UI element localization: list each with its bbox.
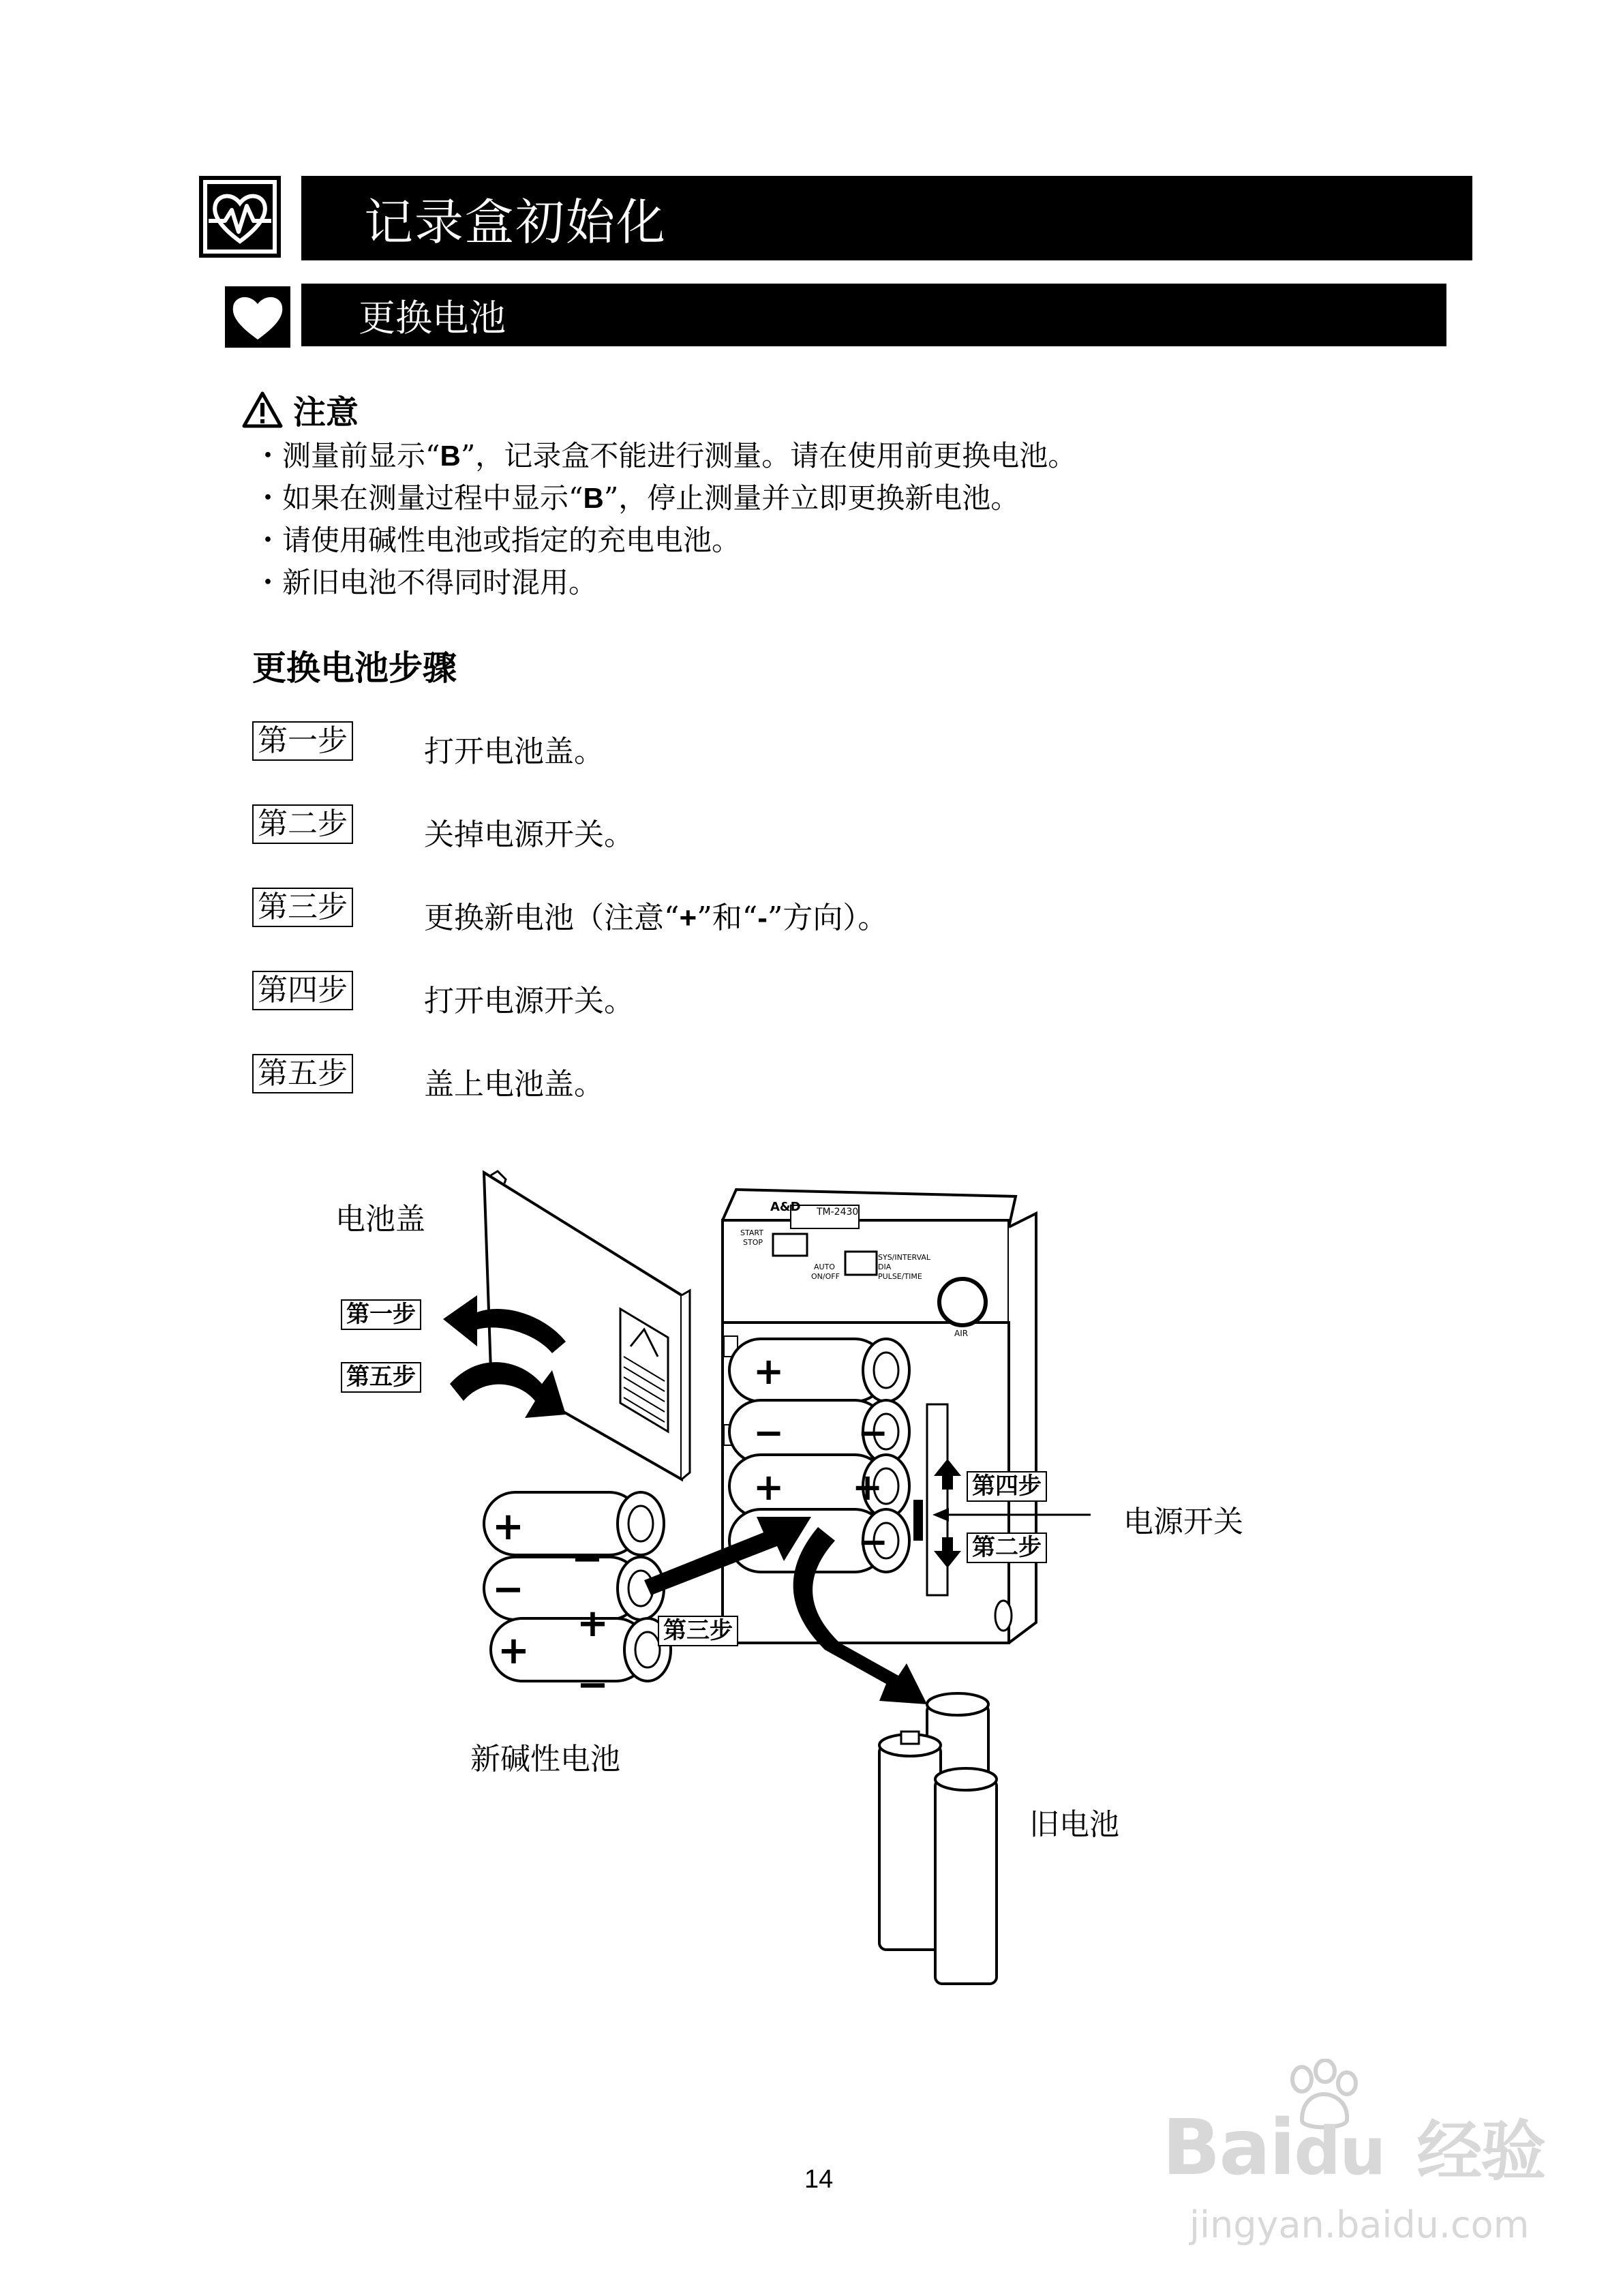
caution-bold: B [440, 440, 461, 472]
watermark-brand [1162, 2100, 1545, 2193]
caution-text: ・请使用碱性电池或指定的充电电池。 [254, 524, 741, 557]
svg-text:+: + [852, 1466, 883, 1509]
figure-step1-label: 第一步 [341, 1299, 421, 1330]
svg-text:+: + [498, 1629, 530, 1673]
device-start-stop: START [740, 1228, 763, 1237]
step-text-4: 打开电源开关。 [424, 984, 634, 1018]
step-text-2: 关掉电源开关。 [424, 817, 634, 852]
caution-title: 注意 [293, 393, 359, 432]
plus-sign: + [679, 901, 697, 935]
figure-step3-label: 第三步 [658, 1616, 738, 1646]
caution-text: ・测量前显示“ [254, 439, 440, 472]
device-onoff: ON/OFF [811, 1272, 840, 1281]
svg-text:+: + [753, 1350, 785, 1393]
step-text-1: 打开电池盖。 [424, 734, 604, 769]
step-label-3: 第三步 [252, 888, 353, 927]
device-model: TM-2430 [817, 1207, 859, 1218]
device-brand: A&D [770, 1200, 801, 1214]
step-text-part: 更换新电池（注意“ [424, 901, 680, 935]
step-text-part: ”方向）。 [767, 901, 888, 935]
caution-text: ”，停止测量并立即更换新电池。 [603, 481, 1020, 515]
power-switch-label: 电源开关 [1123, 1505, 1243, 1539]
step-label-5: 第五步 [252, 1054, 353, 1093]
watermark-du: du [1294, 2113, 1385, 2190]
svg-text:+: + [753, 1466, 785, 1509]
section-title: 更换电池 [359, 296, 506, 339]
new-alkaline-batteries [484, 1492, 671, 1707]
old-batteries [879, 1693, 997, 1984]
figure-step4-label: 第四步 [967, 1471, 1047, 1502]
svg-text:+: + [492, 1505, 524, 1549]
figure-step5-label: 第五步 [341, 1362, 421, 1393]
svg-text:−: − [492, 1567, 524, 1612]
device-mode-3: PULSE/TIME [878, 1272, 922, 1281]
device-auto: AUTO [814, 1263, 835, 1271]
battery-cover-label: 电池盖 [335, 1202, 425, 1237]
caution-text: ・新旧电池不得同时混用。 [254, 566, 598, 599]
step-text-part: ”和“ [697, 901, 758, 935]
minus-sign: - [757, 901, 768, 935]
svg-text:−: − [577, 1663, 609, 1707]
svg-text:−: − [571, 1537, 603, 1581]
caution-text: ・如果在测量过程中显示“ [254, 481, 583, 515]
watermark-url: jingyan.baidu.com [1189, 2203, 1530, 2246]
figure-step2-label: 第二步 [967, 1532, 1047, 1563]
page-number: 14 [804, 2165, 834, 2194]
device-start-stop-2: STOP [743, 1238, 763, 1247]
old-batteries-label: 旧电池 [1029, 1807, 1119, 1842]
svg-text:−: − [753, 1411, 785, 1454]
new-batteries-label: 新碱性电池 [470, 1742, 620, 1777]
device-air: AIR [954, 1329, 969, 1338]
svg-text:+: + [577, 1601, 609, 1646]
caution-text: ”，记录盒不能进行测量。请在使用前更换电池。 [460, 439, 1077, 472]
device-mode-2: DIA [878, 1263, 892, 1271]
procedure-heading: 更换电池步骤 [252, 648, 457, 688]
step-text-5: 盖上电池盖。 [424, 1067, 604, 1102]
watermark-bai: Bai [1162, 2104, 1294, 2192]
watermark-jingyan: 经验 [1416, 2113, 1545, 2190]
caution-bold: B [583, 482, 604, 514]
step-label-1: 第一步 [252, 721, 353, 761]
page-title: 记录盒初始化 [364, 194, 667, 251]
step-label-2: 第二步 [252, 804, 353, 844]
svg-text:−: − [858, 1411, 889, 1454]
svg-text:−: − [858, 1520, 889, 1563]
step-label-4: 第四步 [252, 971, 353, 1010]
device-mode-1: SYS/INTERVAL [878, 1253, 931, 1262]
